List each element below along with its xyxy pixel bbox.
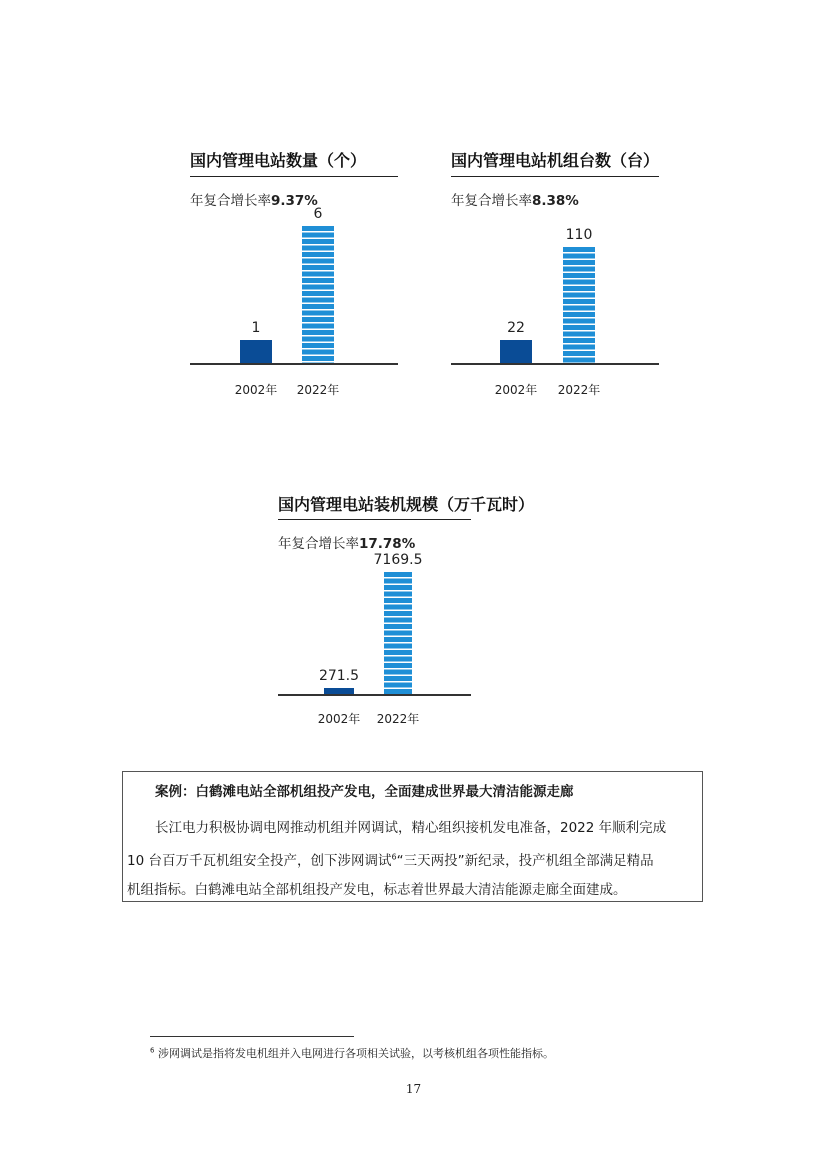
value-label-2022: 7169.5: [373, 552, 423, 568]
page-number: 17: [405, 1082, 422, 1096]
bar-2022: [563, 247, 595, 363]
baseline: [190, 363, 398, 365]
x-tick-2002: 2002年: [234, 383, 278, 397]
baseline: [451, 363, 659, 365]
value-label-2002: 271.5: [318, 668, 360, 684]
case-paragraph-line-1: 长江电力积极协调电网推动机组并网调试，精心组织接机发电准备，2022 年顺利完成: [155, 820, 667, 836]
value-label-2002: 22: [507, 320, 525, 336]
title-rule: [451, 176, 659, 177]
chart-installed-capacity: [278, 492, 538, 732]
case-paragraph-line-2: 10 台百万千瓦机组安全投产，创下涉网调试$^6$“三天两投”新纪录，投产机组全部满足精品: [127, 852, 654, 869]
value-label-2002: 1: [251, 320, 261, 336]
x-tick-2002: 2002年: [494, 383, 538, 397]
case-box: [122, 771, 703, 902]
x-tick-2022: 2022年: [557, 383, 601, 397]
footnote-rule: [150, 1036, 354, 1037]
chart-unit-count: [451, 148, 661, 398]
chart-title: 国内管理电站数量（个）: [190, 151, 367, 170]
chart-title: 国内管理电站装机规模（万千瓦时）: [278, 495, 535, 514]
case-title: 案例：白鹤滩电站全部机组投产发电，全面建成世界最大清洁能源走廊: [155, 784, 574, 800]
cagr-label: 年复合增长率17.78%: [278, 536, 416, 552]
value-label-2022: 6: [313, 206, 323, 222]
bar-2002: [500, 340, 532, 363]
bar-2022: [302, 226, 334, 363]
case-paragraph-line-3: 机组指标。白鹤滩电站全部机组投产发电，标志着世界最大清洁能源走廊全面建成。: [127, 882, 627, 898]
title-rule: [190, 176, 398, 177]
title-rule: [278, 519, 471, 520]
footnote: $^6$ 涉网调试是指将发电机组并入电网进行各项相关试验，以考核机组各项性能指标。: [150, 1046, 554, 1060]
baseline: [278, 694, 471, 696]
x-tick-2022: 2022年: [296, 383, 340, 397]
bar-2002: [324, 688, 354, 694]
bar-2002: [240, 340, 272, 363]
cagr-label: 年复合增长率8.38%: [451, 193, 579, 209]
bar-2022: [384, 572, 412, 694]
chart-station-count: [190, 148, 400, 398]
chart-title: 国内管理电站机组台数（台）: [451, 151, 660, 170]
cagr-label: 年复合增长率9.37%: [190, 193, 318, 209]
x-tick-2022: 2022年: [376, 712, 420, 726]
x-tick-2002: 2002年: [317, 712, 361, 726]
value-label-2022: 110: [565, 227, 593, 243]
